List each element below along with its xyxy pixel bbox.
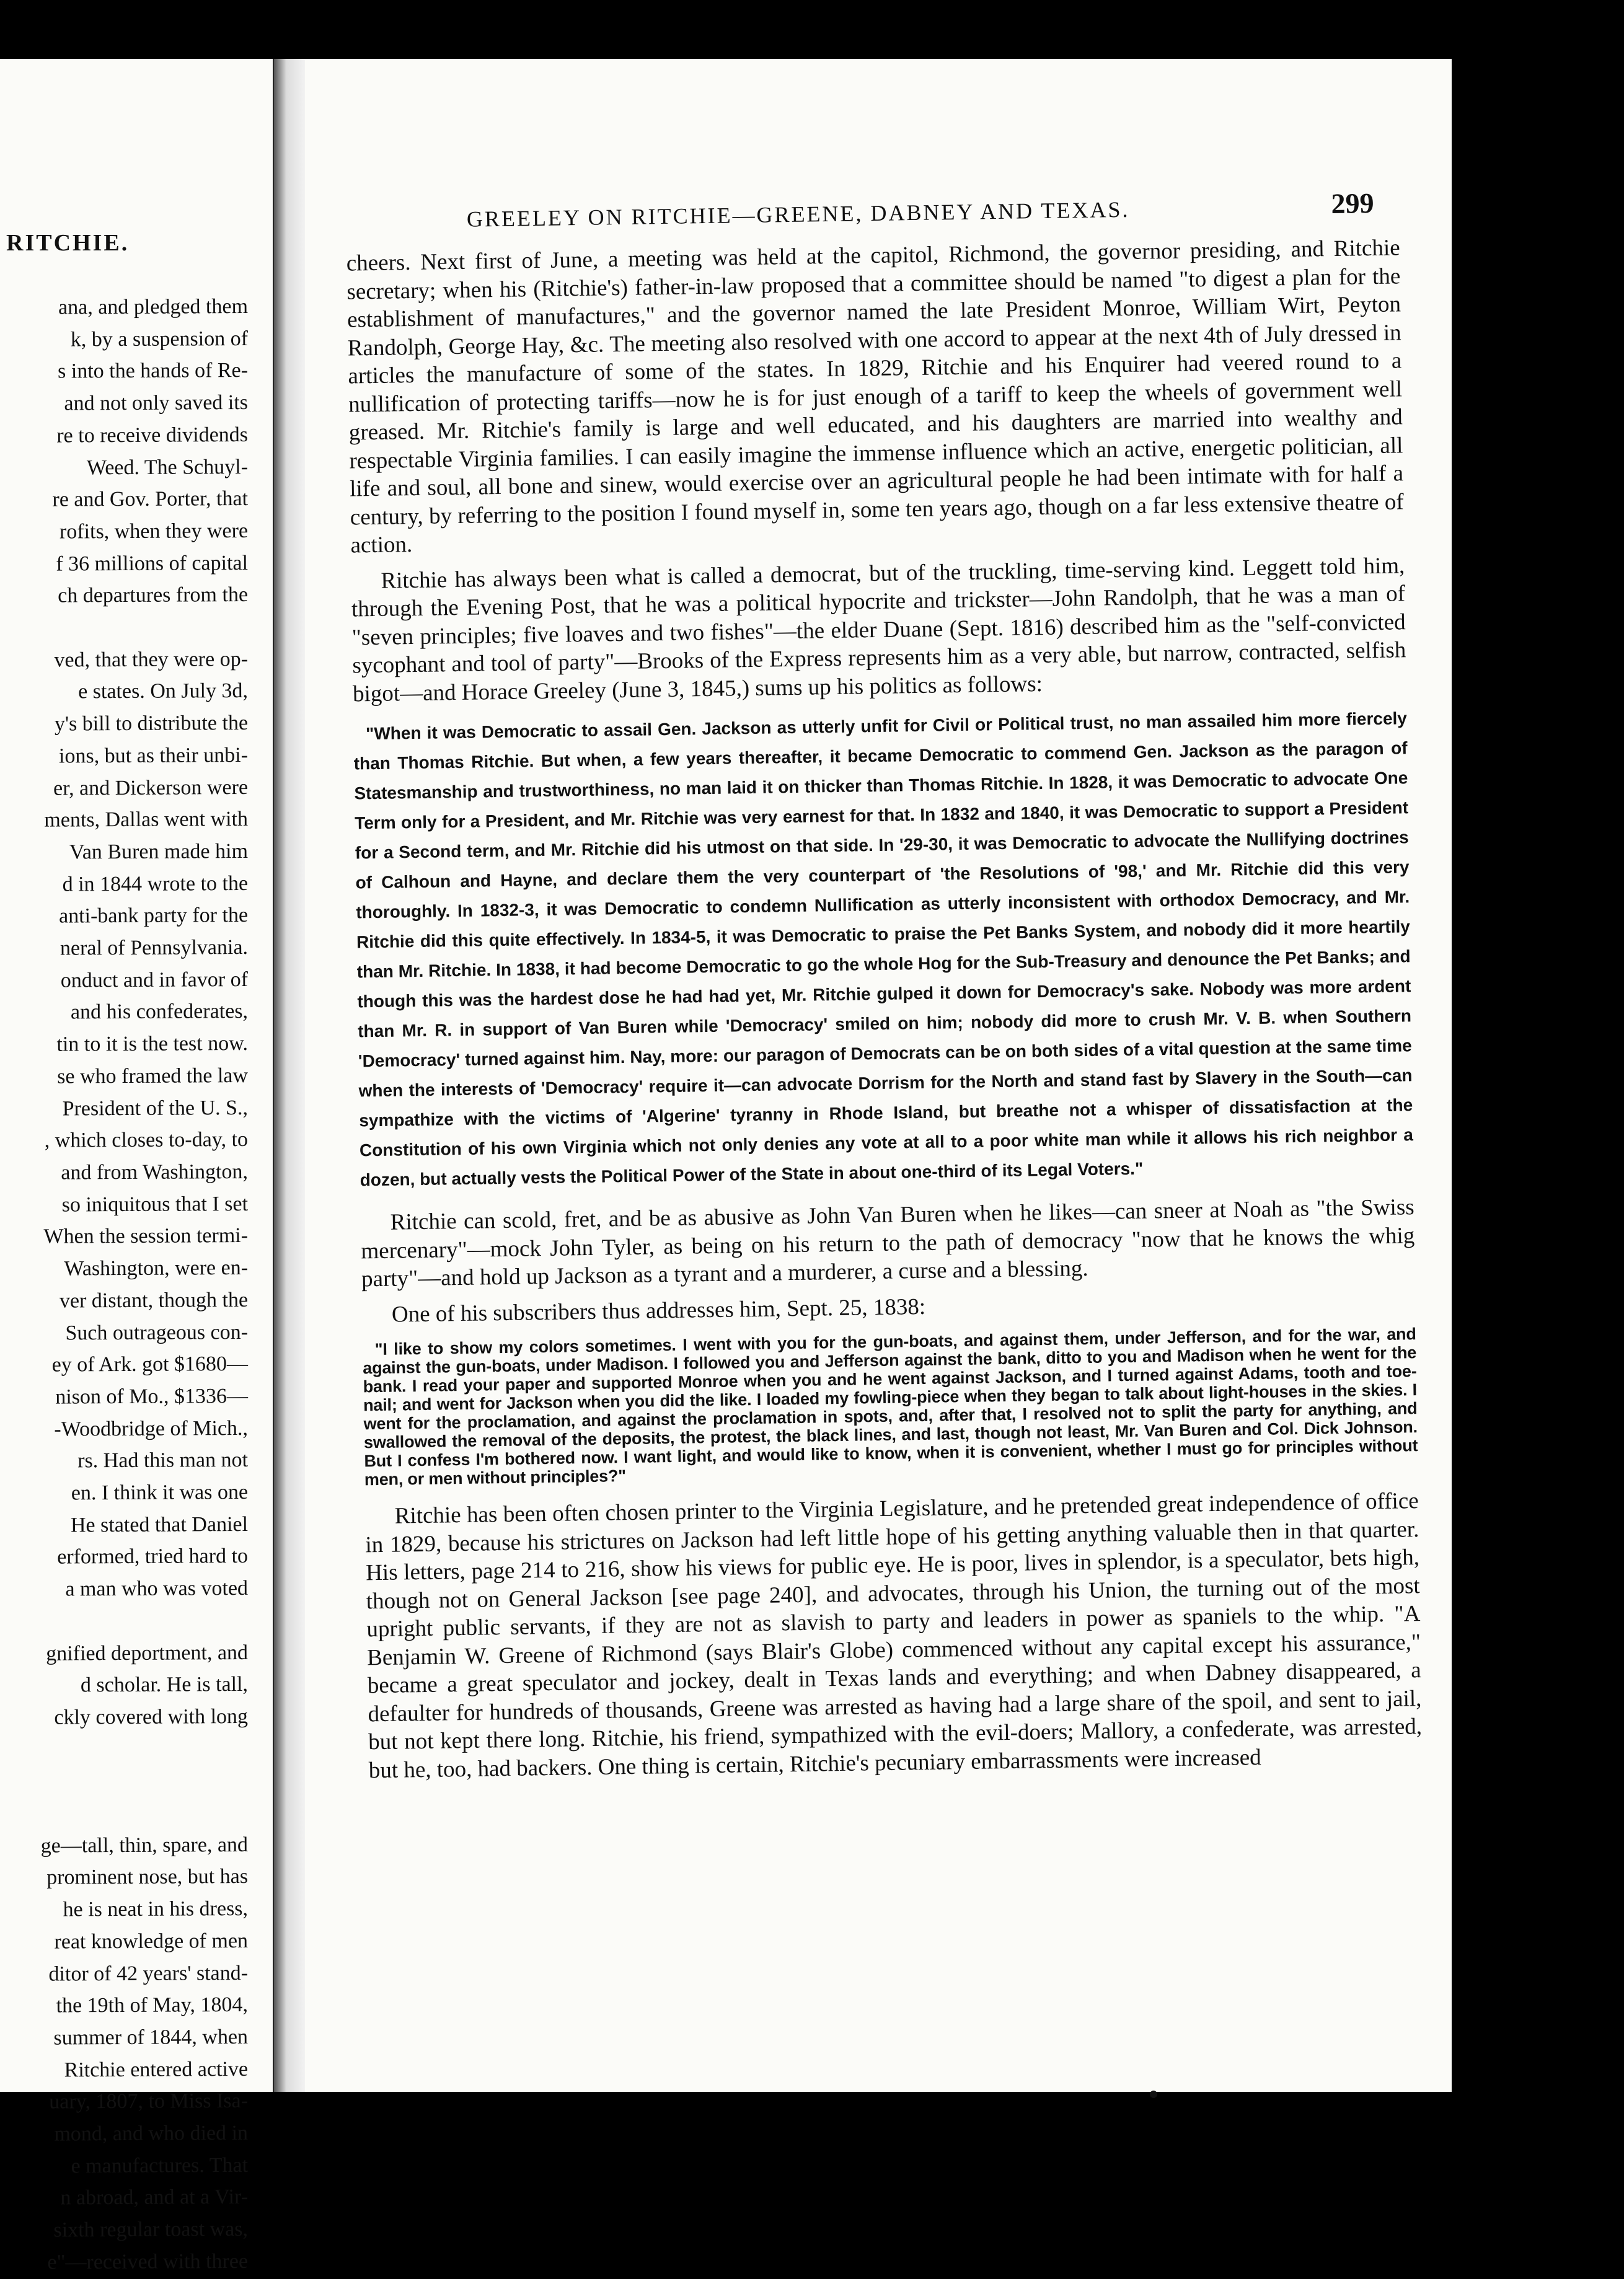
- left-page-line: Such outrageous con-: [65, 1320, 249, 1344]
- paragraph-3: Ritchie can scold, fret, and be as abusive as John Van Buren when he likes—can sneer at Noah as "the Swiss mercenary"—mock John Tyler, as being on his return to the path of democracy "now that he knows the whig party"—and hold up Jackson as a tyrant and a murderer, a curse and a blessing.: [361, 1194, 1415, 1292]
- left-page-line: ey of Ark. got $1680—: [51, 1352, 249, 1377]
- left-page-line: en. I think it was one: [71, 1480, 249, 1505]
- left-page-line: se who framed the law: [57, 1064, 249, 1088]
- greeley-quote: "When it was Democratic to assail Gen. Jackson as utterly unfit for Civil or Political trust, no man assailed him more fiercely than Thomas Ritchie. But when, a few years thereafter, it became Democratic to commend Gen. Jackson as the paragon of Statesmanship and trustworthiness, no man laid it on thicker than Thomas Ritchie. In 1828, it was Democratic to advocate One Term only for a President, and Mr. Ritchie was very earnest for that. In 1832 and 1840, it was Democratic to support a President for a Second term, and Mr. Ritchie did his utmost on that side. In '29-30, it was Democratic to advocate the Nullifying doctrines of Calhoun and Hayne, and declare them the very counterpart of 'the Resolutions of '98,' and Mr. Ritchie did this very thoroughly. In 1832-3, it was Democratic to condemn Nullification as utterly inconsistent with orthodox Democracy, and Mr. Ritchie did this quite effectively. In 1834-5, it was Democratic to praise the Pet Banks System, and nobody did it more heartily than Mr. Ritchie. In 1838, it had become Democratic to go the whole Hog for the Sub-Treasury and denounce the Pet Banks; and though this was the hardest dose he had had yet, Mr. Ritchie gulped it down for Democracy's sake. Nobody was more ardent than Mr. R. in support of Van Buren while 'Democracy' smiled on him; nobody did more to crush Mr. V. B. when Southern 'Democracy' turned against him. Nay, more: our paragon of Democrats can be on both sides of a vital question at the same time when the interests of 'Democracy' require it—can advocate Dorrism for the North and stand fast by Slavery in the South—can sympathize with the victims of 'Algerine' tyranny in Rhode Island, but breathe not a whisper of dissatisfaction at the Constitution of his own Virginia which not only denies any vote at all to a poor white man while it allows his rich neighbor a dozen, but actually vests the Political Power of the State in about one-third of its Legal Voters.": [353, 708, 1414, 1190]
- right-page: [305, 59, 1452, 2092]
- left-page-line: e manufactures. That: [71, 2153, 249, 2178]
- left-page-line: President of the U. S.,: [62, 1096, 249, 1121]
- left-page-line: ch departures from the: [58, 583, 249, 607]
- body-text: [346, 234, 1423, 1792]
- left-page-line: ditor of 42 years' stand-: [48, 1961, 249, 1986]
- left-page-line: d scholar. He is tall,: [80, 1673, 249, 1697]
- left-page-line: ments, Dallas went with: [44, 808, 249, 832]
- left-page-line: anti-bank party for the: [58, 904, 249, 928]
- left-page-line: and his confederates,: [70, 1000, 249, 1024]
- left-page-line: y's bill to distribute the: [54, 712, 249, 736]
- left-page-line: rs. Had this man not: [77, 1448, 249, 1473]
- left-page-line: so iniquitous that I set: [61, 1192, 249, 1217]
- paragraph-5: Ritchie has been often chosen printer to the Virginia Legislature, and he pretended great independence of office in 1829, because his strictures on Jackson had left little hope of his getting anything valuable then in that quarter. His letters, page 214 to 216, show his views for public eye. He is poor, lives in splendor, is a speculator, bets high, though not on General Jackson [see page 240], and advocates, through his Union, the turning out of the most upright public servants, if they are not as slavish to party and leaders in power as spaniels to the whip. "A Benjamin W. Greene of Richmond (says Blair's Globe) commenced without any capital except his assurance," became a great speculator and jockey, dealt in Texas lands and everything; and when Dabney disappeared, a defaulter for hundreds of thousands, Greene was arrested as having had a large share of the spoil, and sent to jail, but not kept there long. Ritchie, his friend, sympathized with the evil-doers; Mallory, a confederate, was arrested, but he, too, had backers. One thing is certain, Ritchie's pecuniary embarrassments were increased: [365, 1488, 1423, 1783]
- paragraph-1: cheers. Next first of June, a meeting was held at the capitol, Richmond, the governor presiding, and Ritchie secretary; when his (Ritchie's) father-in-law proposed that a committee should be named "to digest a plan for the establishment of manufactures," and the governor named the late President Monroe, William Wirt, Peyton Randolph, George Hay, &c. The meeting also resolved with one accord to appear at the next 4th of July dressed in articles the manufacture of some of the states. In 1829, Ritchie and his Enquirer had veered round to a nullification of protecting tariffs—now he is for just enough of a tariff to keep the wheels of government well greased. Mr. Ritchie's family is large and well educated, and his daughters are married into wealthy and respectable Virginia families. I can easily imagine the immense influence which an active, energetic politician, all life and soul, all bone and sinew, would exercise over an agricultural people he had been intimate with for half a century, by referring to the position I found myself in, some ten years ago, though on a far less extensive theatre of action.: [346, 235, 1404, 558]
- book-gutter: [274, 59, 305, 2092]
- left-page-line: ge—tall, thin, spare, and: [40, 1833, 249, 1858]
- left-page-line: ana, and pledged them: [58, 294, 249, 319]
- paragraph-2: Ritchie has always been what is called a democrat, but of the truckling, time-serving kind. Leggett told him, through the Evening Post, that he was a political hypocrite and trickster—John Randolph, that he was a man of "seven principles; five loaves and two fishes"—the elder Duane (Sept. 1816) described him as the "self-convicted sycophant and tool of party"—Brooks of the Express represents him as a very able, but narrow, contracted, selfish bigot—and Horace Greeley (June 3, 1845,) sums up his politics as follows:: [351, 552, 1406, 707]
- left-page-line: d in 1844 wrote to the: [62, 871, 249, 896]
- page-content: [343, 51, 1423, 1783]
- left-page-line: er, and Dickerson were: [53, 775, 249, 800]
- left-page-line: s into the hands of Re-: [57, 359, 249, 383]
- left-page-line: [0, 1733, 248, 1766]
- left-page-line: Washington, were en-: [64, 1256, 249, 1281]
- ink-dot: [1150, 2091, 1157, 2098]
- left-page-line: ver distant, though the: [59, 1288, 249, 1313]
- left-page-line: [0, 1765, 248, 1798]
- left-page-line: Weed. The Schuyl-: [86, 455, 249, 479]
- left-page-line: and from Washington,: [61, 1160, 249, 1184]
- left-page-line: erformed, tried hard to: [57, 1545, 249, 1569]
- left-page-line: neral of Pennsylvania.: [60, 936, 249, 960]
- left-page-line: Ritchie entered active: [64, 2057, 249, 2082]
- left-page-line: sixth regular toast was,: [53, 2218, 249, 2242]
- left-page-line: prominent nose, but has: [46, 1865, 249, 1890]
- left-page-line: re and Gov. Porter, that: [52, 487, 249, 511]
- page-number: 299: [1331, 187, 1374, 219]
- left-page-line: f 36 millions of capital: [56, 551, 249, 576]
- left-page: [0, 59, 274, 2274]
- left-page-line: ckly covered with long: [54, 1704, 249, 1729]
- left-page-line: onduct and in favor of: [60, 968, 249, 992]
- left-page-line: the 19th of May, 1804,: [56, 1993, 249, 2017]
- left-page-line: tin to it is the test now.: [56, 1032, 249, 1056]
- left-page-line: re to receive dividends: [56, 423, 249, 447]
- left-page-line: [0, 611, 248, 645]
- left-page-heading: RITCHIE.: [6, 230, 130, 256]
- left-page-line: nison of Mo., $1336—: [55, 1384, 249, 1409]
- left-page-line: [0, 1797, 248, 1830]
- left-page-line: reat knowledge of men: [54, 1929, 249, 1954]
- left-page-line: rofits, when they were: [59, 519, 249, 544]
- left-page-line: he is neat in his dress,: [63, 1897, 249, 1921]
- left-page-line: uary, 1807, to Miss Isa-: [49, 2089, 249, 2114]
- left-page-text: [0, 291, 273, 2278]
- left-page-line: , which closes to-day, to: [44, 1128, 249, 1152]
- subscriber-quote: "I like to show my colors sometimes. I went with you for the gun-boats, and against them, under Jefferson, and for the war, and against the gun-boats, under Madison. I followed you and Jefferson against the bank, ditto to you and Madison when he went for the bank. I read your paper and supported Monroe when you and he went against Jackson, and I turned against Adams, tooth and toe-nail; and went for Jackson when you did the like. I loaded my fowling-piece when they began to talk about light-houses in the skies. I went for the proclamation, and against the proclamation in spots, and, after that, I resolved not to split the party for anything, and swallowed the removal of the deposits, the protest, the black lines, and last, though not least, Mr. Van Buren and Col. Dick Johnson. But I confess I'm bothered now. I want light, and would like to know, when it is convenient, whether I must go for principles without men, or men without principles?": [363, 1325, 1418, 1489]
- left-page-line: He stated that Daniel: [70, 1512, 249, 1537]
- left-page-line: a man who was voted: [65, 1577, 249, 1601]
- paragraph-4: One of his subscribers thus addresses him, Sept. 25, 1838:: [391, 1294, 926, 1328]
- left-page-line: e states. On July 3d,: [78, 679, 249, 703]
- left-page-line: and not only saved its: [64, 391, 249, 415]
- left-page-line: [0, 1605, 248, 1638]
- left-page-line: ved, that they were op-: [54, 647, 249, 672]
- left-page-line: k, by a suspension of: [70, 327, 249, 351]
- left-page-line: mond, and who died in: [54, 2122, 249, 2146]
- left-page-line: summer of 1844, when: [53, 2025, 249, 2050]
- left-page-line: When the session termi-: [43, 1224, 249, 1249]
- left-page-line: gnified deportment, and: [46, 1641, 249, 1665]
- running-head: GREELEY ON RITCHIE—GREENE, DABNEY AND TEXAS.: [466, 196, 1130, 232]
- left-page-line: n abroad, and at a Vir-: [60, 2185, 249, 2210]
- left-page-line: Van Buren made him: [69, 839, 249, 864]
- left-page-line: -Woodbridge of Mich.,: [54, 1416, 249, 1441]
- left-page-line: ions, but as their unbi-: [58, 743, 249, 768]
- left-page-line: e"—received with three: [47, 2249, 249, 2274]
